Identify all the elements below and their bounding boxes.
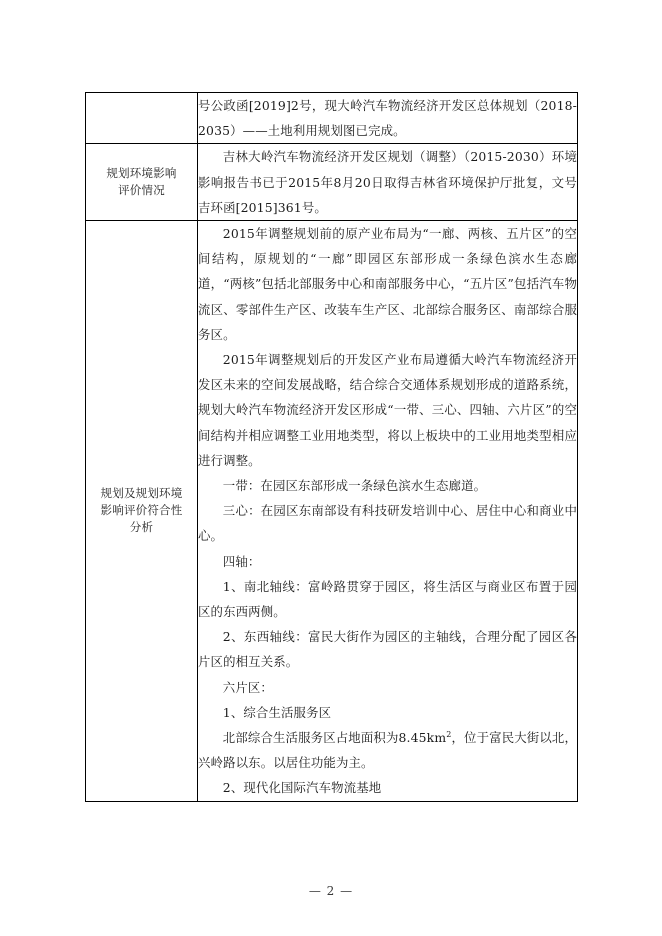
paragraph: 北部综合生活服务区占地面积为$8.45km^2$，位于富民大街以北，兴岭路以东。以居住功能为主。 [198,729,577,771]
paragraph: 2、东西轴线：富民大街作为园区的主轴线，合理分配了园区各片区的相互关系。 [198,629,577,670]
paragraph: 2015年调整规划前的原产业布局为“一廊、两核、五片区”的空间结构，原规划的“一廊”即园区东部形成一条绿色滨水生态廊道，“两核”包括北部服务中心和南部服务中心，“五片区”包括汽车物流区、零部件生产区、改装车生产区、北部综合服务区、南部综合服务区。 [198,226,577,342]
paragraph: 1、综合生活服务区 [222,704,332,720]
table-body [86,93,578,802]
row-label-cell-1 [86,93,198,144]
paragraph: 四轴： [222,553,261,569]
row-label-cell-3 [86,221,198,802]
row-content-cell-2 [198,144,578,221]
row-label-line: 影响评价符合性 [100,503,183,518]
row-content-cell-3 [198,221,578,802]
paragraph: 2、现代化国际汽车物流基地 [222,780,382,796]
page-number-footer: — 2 — [308,884,354,898]
table-row [86,221,578,802]
row-label-line: 规划环境影响 [106,166,177,181]
table-row [86,144,578,221]
paragraph: 三心：在园区东南部设有科技研发培训中心、居住中心和商业中心。 [198,503,577,544]
row-label-cell-2 [86,144,198,221]
row-label-line: 分析 [129,520,154,535]
table-row [86,93,578,144]
row-label-line: 评价情况 [118,183,165,198]
paragraph: 1、南北轴线：富岭路贯穿于园区，将生活区与商业区布置于园区的东西两侧。 [198,578,577,620]
report-table [85,92,578,802]
paragraph: 号公政函[2019]2号，现大岭汽车物流经济开发区总体规划（2018-2035）——土地利用规划图已完成。 [198,98,577,139]
paragraph: 一带：在园区东部形成一条绿色滨水生态廊道。 [222,478,487,494]
row-content-cell-1 [198,93,578,144]
paragraph: 吉林大岭汽车物流经济开发区规划（调整）（2015-2030）环境影响报告书已于2015年8月20日取得吉林省环境保护厅批复，文号吉环函[2015]361号。 [198,149,577,215]
row-label-line: 规划及规划环境 [100,486,183,501]
paragraph: 六片区： [222,679,273,695]
paragraph: 2015年调整规划后的开发区产业布局遵循大岭汽车物流经济开发区未来的空间发展战略，结合综合交通体系规划形成的道路系统，规划大岭汽车物流经济开发区形成“一带、三心、四轴、六片区”的空间结构并相应调整工业用地类型，将以上板块中的工业用地类型相应进行调整。 [198,352,577,468]
